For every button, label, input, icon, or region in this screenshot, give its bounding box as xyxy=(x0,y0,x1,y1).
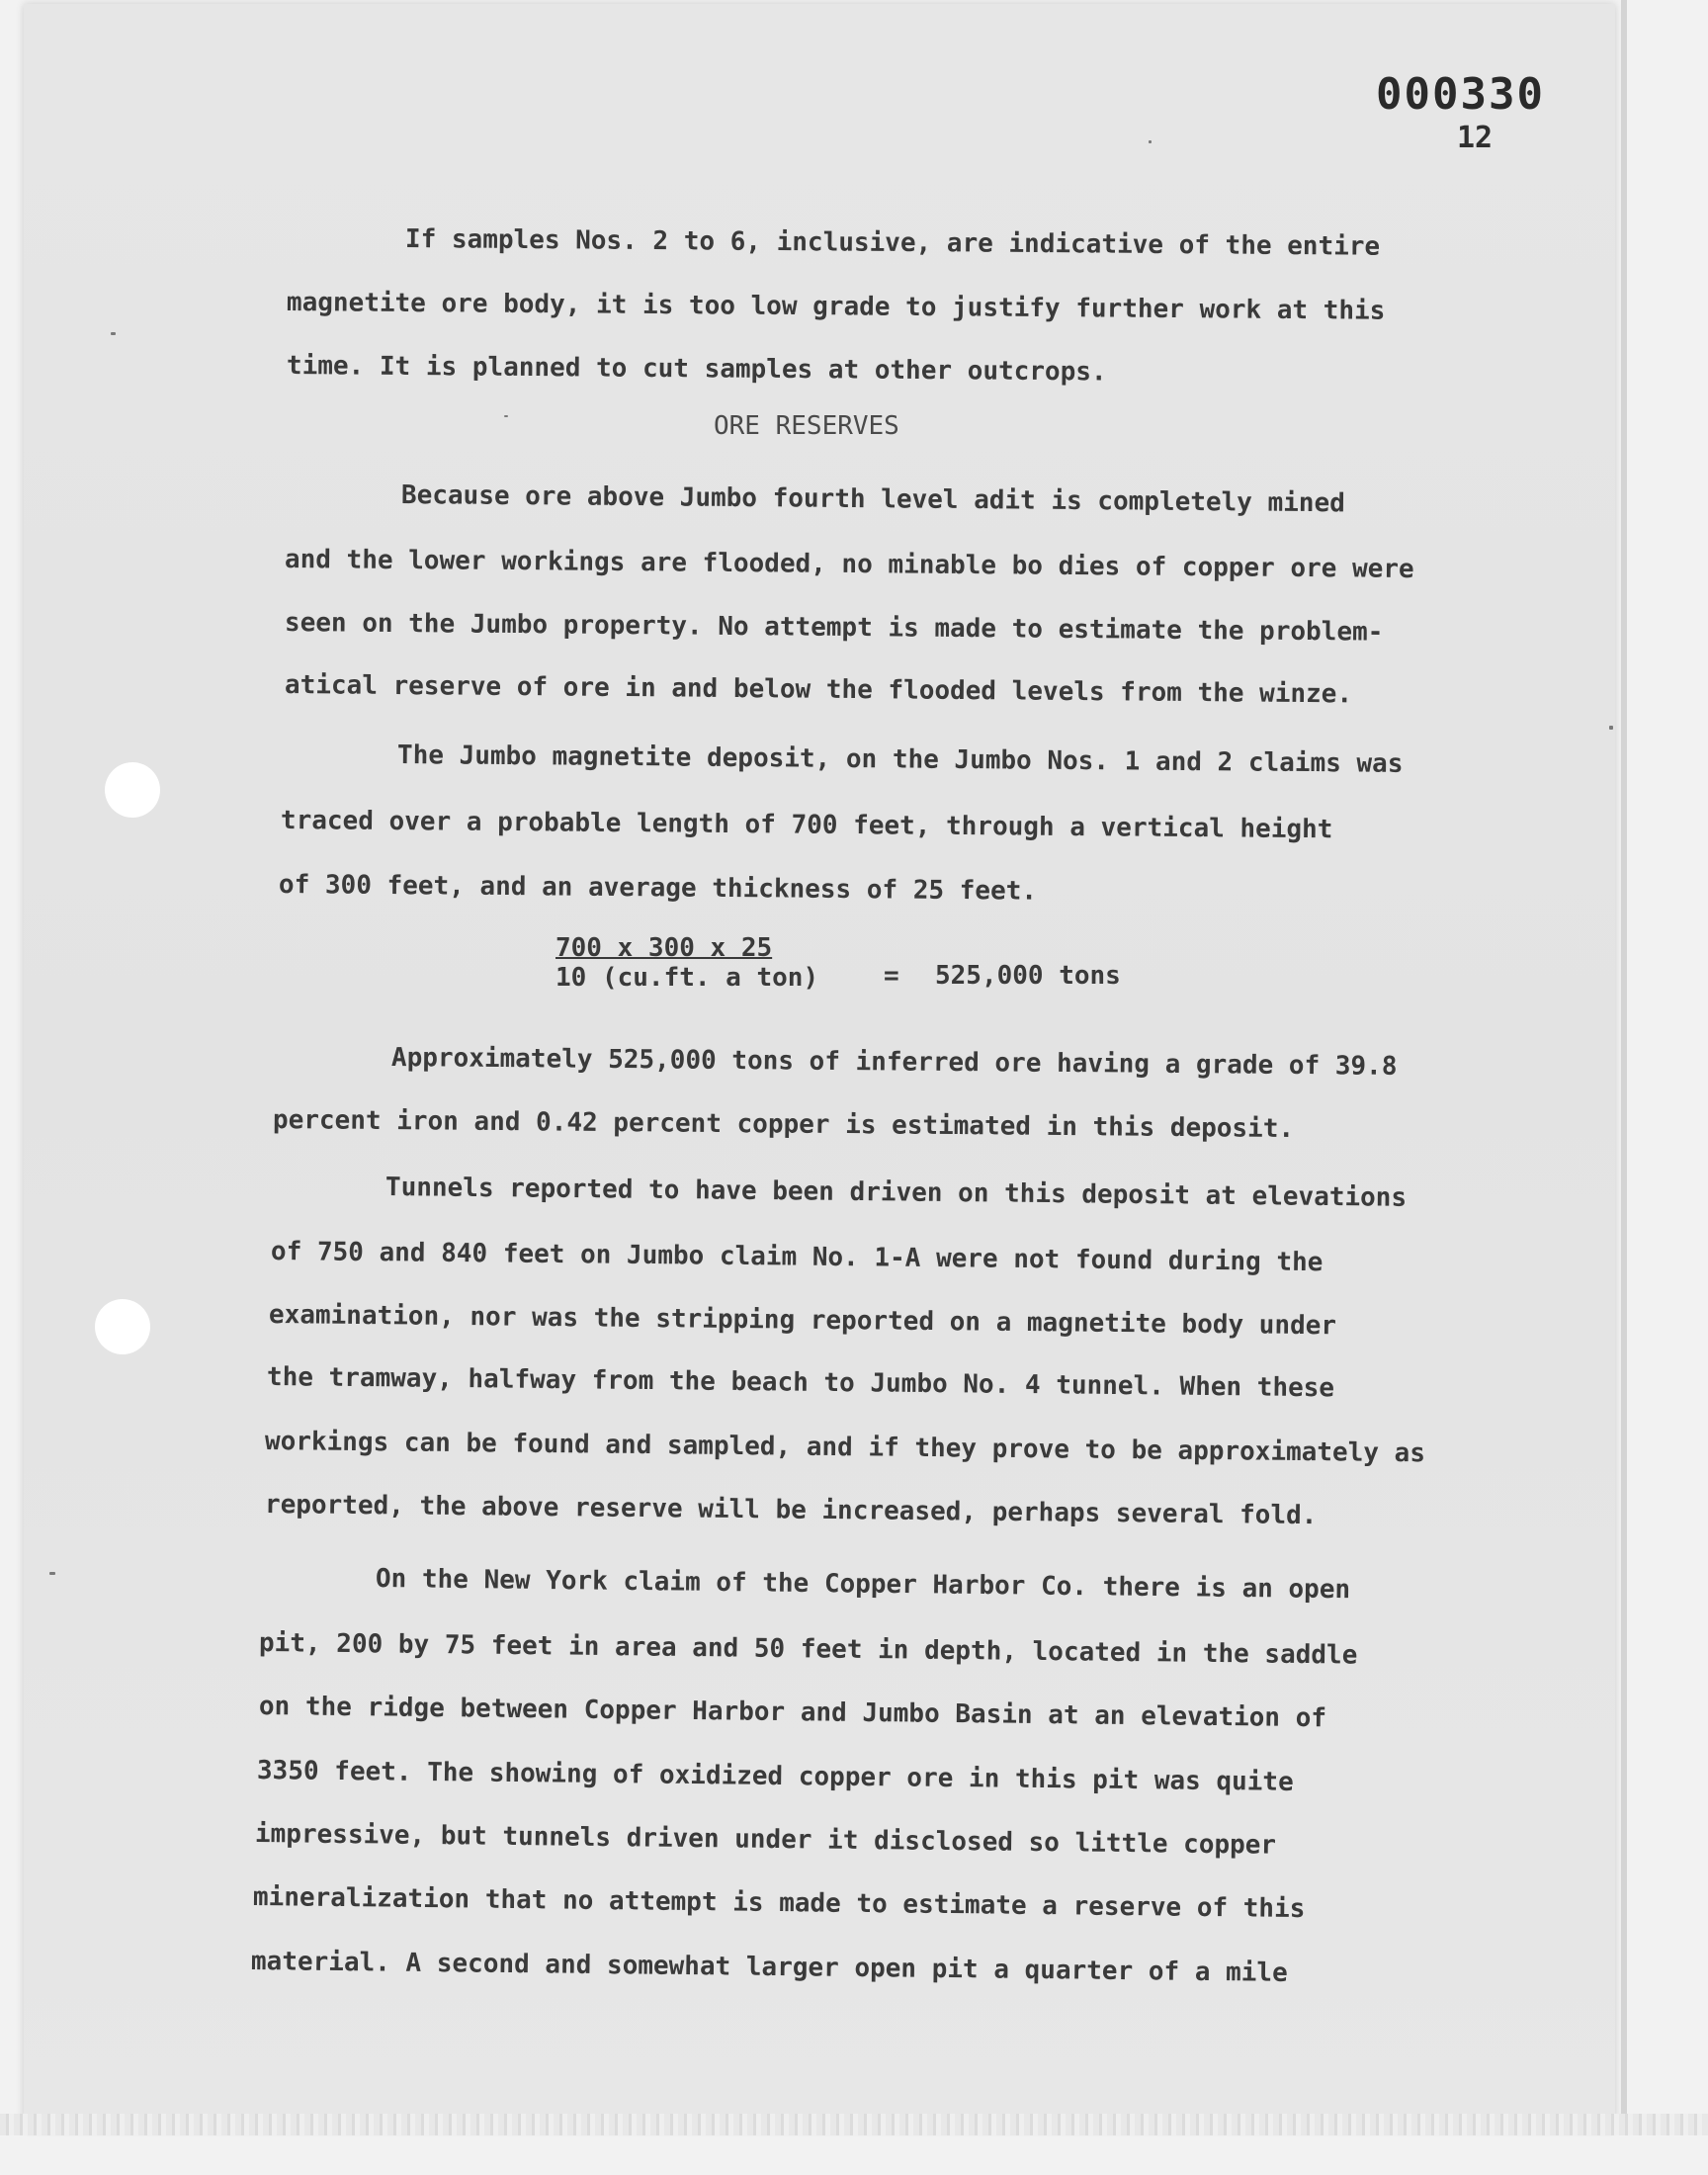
text-line: material. A second and somewhat larger open pit a quarter of a mile xyxy=(250,1947,1288,1988)
text-line: percent iron and 0.42 percent copper is estimated in this deposit. xyxy=(272,1105,1295,1145)
text-line: of 750 and 840 feet on Jumbo claim No. 1-A were not found during the xyxy=(270,1237,1324,1278)
text-line: If samples Nos. 2 to 6, inclusive, are indicative of the entire xyxy=(404,224,1381,262)
scan-speck xyxy=(111,332,116,335)
section-heading: ORE RESERVES xyxy=(714,411,899,441)
formula-equals: = xyxy=(884,961,899,991)
sheet-edge xyxy=(1621,0,1627,2135)
scan-speck xyxy=(1609,726,1613,730)
scan-speck xyxy=(49,1572,55,1575)
scanner-edge-strip xyxy=(0,2114,1708,2135)
text-line: mineralization that no attempt is made to estimate a reserve of this xyxy=(252,1882,1306,1925)
text-line: traced over a probable length of 700 feet, through a vertical height xyxy=(280,806,1333,845)
text-line: workings can be found and sampled, and if they prove to be approximately as xyxy=(264,1427,1426,1469)
punch-hole-top xyxy=(105,762,160,818)
text-line: impressive, but tunnels driven under it disclosed so little copper xyxy=(254,1819,1277,1861)
formula-denominator: 10 (cu.ft. a ton) xyxy=(555,963,819,993)
text-line: On the New York claim of the Copper Harbor Co. there is an open xyxy=(375,1564,1351,1606)
text-line: time. It is planned to cut samples at other outcrops. xyxy=(286,351,1107,388)
text-line: seen on the Jumbo property. No attempt is made to estimate the problem- xyxy=(284,608,1384,648)
text-line: and the lower workings are flooded, no minable bo dies of copper ore were xyxy=(284,545,1414,584)
text-line: atical reserve of ore in and below the flooded levels from the winze. xyxy=(284,670,1353,710)
text-line: of 300 feet, and an average thickness of 25 feet. xyxy=(278,870,1038,907)
text-line: pit, 200 by 75 feet in area and 50 feet in depth, located in the saddle xyxy=(258,1628,1358,1671)
text-line: 3350 feet. The showing of oxidized copper ore in this pit was quite xyxy=(256,1756,1294,1797)
text-line: The Jumbo magnetite deposit, on the Jumbo Nos. 1 and 2 claims was xyxy=(396,740,1404,779)
text-line: Because ore above Jumbo fourth level adit is completely mined xyxy=(400,480,1345,519)
text-line: Approximately 525,000 tons of inferred ore having a grade of 39.8 xyxy=(390,1043,1398,1082)
document-number: 000330 xyxy=(1376,69,1545,120)
formula-numerator: 700 x 300 x 25 xyxy=(555,933,773,963)
text-line: on the ridge between Copper Harbor and Jumbo Basin at an elevation of xyxy=(258,1692,1327,1734)
text-line: examination, nor was the stripping reported on a magnetite body under xyxy=(268,1300,1337,1342)
scan-speck xyxy=(504,415,508,417)
tonnage-formula xyxy=(555,933,818,993)
scan-speck xyxy=(1149,140,1152,143)
page-number: 12 xyxy=(1457,121,1494,155)
text-line: magnetite ore body, it is too low grade to justify further work at this xyxy=(286,288,1386,326)
formula-result: 525,000 tons xyxy=(935,961,1121,991)
text-line: reported, the above reserve will be increased, perhaps several fold. xyxy=(264,1490,1318,1531)
punch-hole-bottom xyxy=(95,1299,150,1354)
text-line: Tunnels reported to have been driven on this deposit at elevations xyxy=(384,1173,1408,1213)
text-line: the tramway, halfway from the beach to Jumbo No. 4 tunnel. When these xyxy=(266,1362,1335,1404)
